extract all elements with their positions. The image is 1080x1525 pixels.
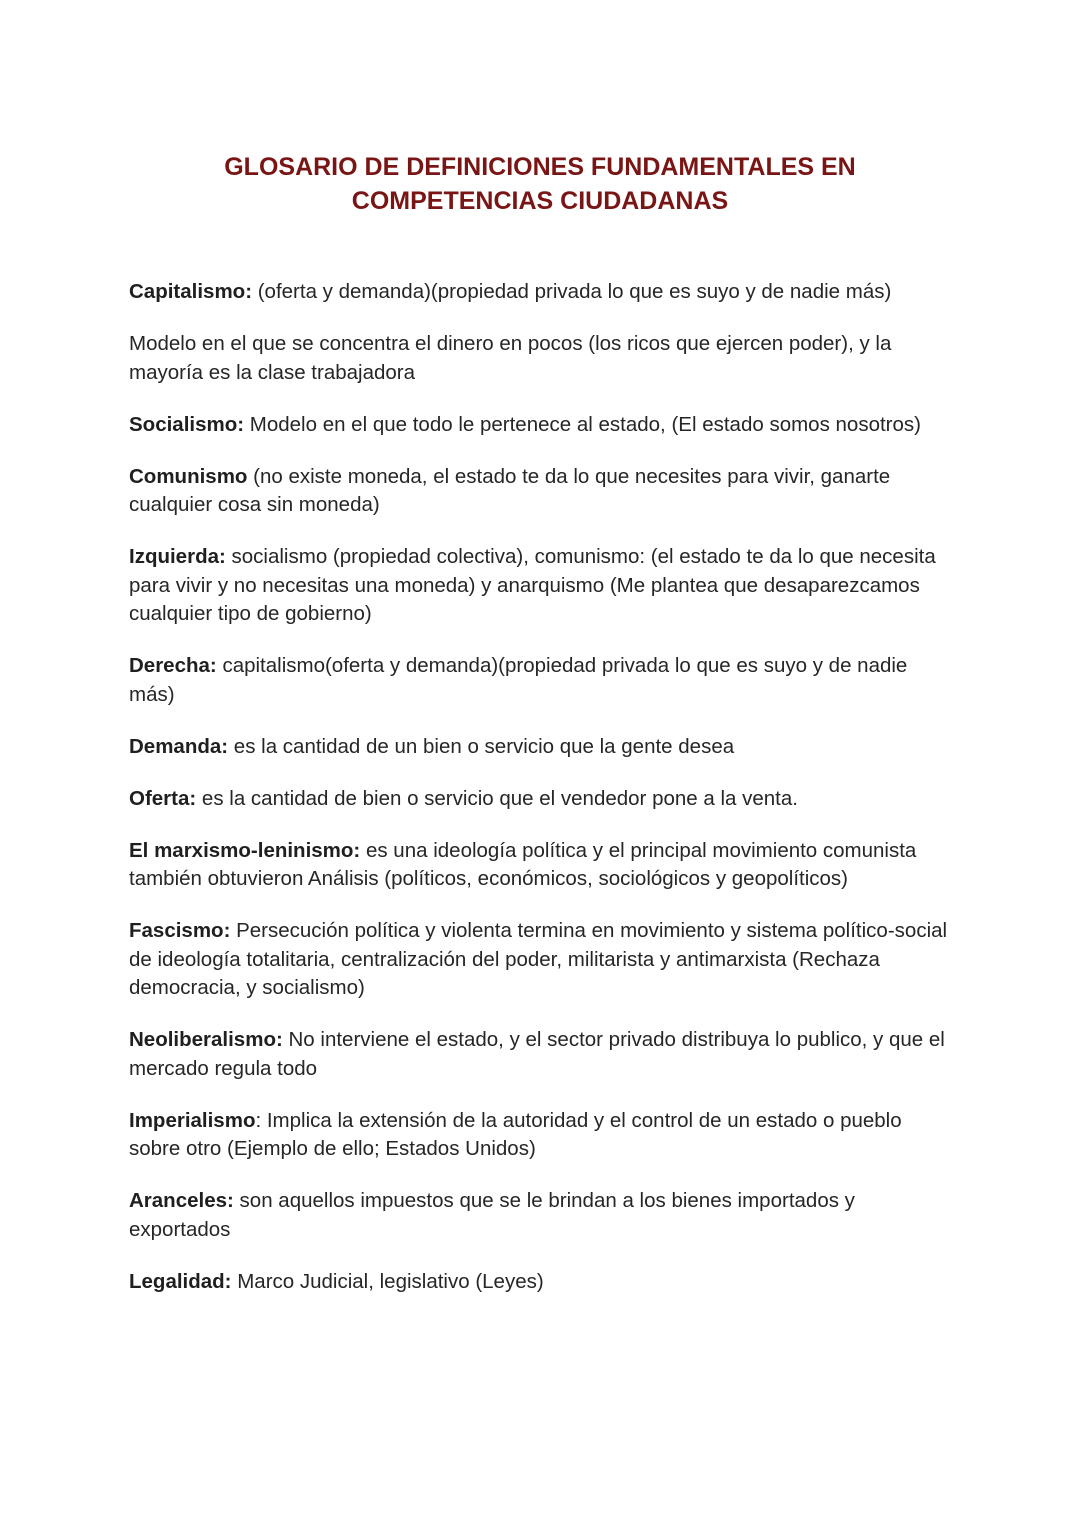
- glossary-definition: socialismo (propiedad colectiva), comunismo: (el estado te da lo que necesita para vivir y no necesitas una moneda) y anarquismo (Me plantea que desaparezcamos cualquier tipo de gobierno): [129, 545, 936, 625]
- glossary-term: Capitalismo:: [129, 280, 253, 303]
- glossary-entry: [129, 1107, 949, 1164]
- glossary-definition: es la cantidad de bien o servicio que el vendedor pone a la venta.: [196, 786, 798, 810]
- glossary-definition: : Implica la extensión de la autoridad y el control de un estado o pueblo sobre otro (Ejemplo de ello; Estados Unidos): [129, 1108, 902, 1160]
- glossary-entry: [129, 1187, 949, 1244]
- glossary-definition: Modelo en el que todo le pertenece al estado, (El estado somos nosotros): [244, 412, 921, 436]
- glossary-definition: (oferta y demanda)(propiedad privada lo que es suyo y de nadie más): [252, 280, 892, 303]
- glossary-term: Neoliberalismo:: [129, 1028, 283, 1051]
- glossary-entry: [129, 785, 949, 814]
- glossary-entry: [129, 917, 949, 1003]
- glossary-term: Imperialismo: [129, 1108, 256, 1132]
- glossary-definition: Marco Judicial, legislativo (Leyes): [231, 1269, 544, 1293]
- glossary-term: Comunismo: [129, 464, 248, 488]
- glossary-definition: capitalismo(oferta y demanda)(propiedad privada lo que es suyo y de nadie más): [129, 654, 908, 706]
- glossary-term: Oferta:: [129, 786, 197, 810]
- glossary-definition: (no existe moneda, el estado te da lo que necesites para vivir, ganarte cualquier cosa sin moneda): [129, 464, 891, 516]
- glossary-entry: [129, 733, 949, 762]
- glossary-entry: [129, 1268, 949, 1297]
- glossary-term: Derecha:: [129, 654, 217, 677]
- glossary-term: Legalidad:: [129, 1269, 232, 1293]
- document-title: [0, 150, 1080, 218]
- glossary-term: Demanda:: [129, 734, 229, 758]
- glossary-definition: Modelo en el que se concentra el dinero en pocos (los ricos que ejercen poder), y la mayoría es la clase trabajadora: [129, 332, 892, 384]
- glossary-entry: [129, 330, 949, 387]
- glossary-entry: [129, 837, 949, 894]
- glossary-list: [129, 278, 949, 1320]
- glossary-entry: [129, 278, 949, 307]
- glossary-definition: es la cantidad de un bien o servicio que la gente desea: [228, 734, 735, 758]
- glossary-definition: No interviene el estado, y el sector privado distribuya lo publico, y que el mercado regula todo: [129, 1028, 945, 1080]
- glossary-definition: son aquellos impuestos que se le brindan a los bienes importados y exportados: [129, 1189, 855, 1241]
- glossary-term: Fascismo:: [129, 919, 231, 942]
- glossary-definition: Persecución política y violenta termina en movimiento y sistema político-social de ideología totalitaria, centralización del poder, militarista y antimarxista (Rechaza democracia, y socialismo): [129, 919, 948, 999]
- glossary-entry: [129, 1026, 949, 1083]
- glossary-definition: es una ideología política y el principal movimiento comunista también obtuvieron Análisis (políticos, económicos, sociológicos y geopolíticos): [129, 838, 917, 890]
- glossary-entry: [129, 463, 949, 520]
- glossary-term: Socialismo:: [129, 412, 245, 436]
- glossary-entry: [129, 543, 949, 629]
- glossary-entry: [129, 411, 949, 440]
- glossary-entry: [129, 652, 949, 709]
- title-line-2: COMPETENCIAS CIUDADANAS: [351, 186, 729, 215]
- title-line-1: GLOSARIO DE DEFINICIONES FUNDAMENTALES EN: [224, 152, 856, 181]
- glossary-term: Aranceles:: [129, 1189, 234, 1212]
- glossary-term: El marxismo-leninismo:: [129, 838, 361, 862]
- glossary-term: Izquierda:: [129, 545, 226, 568]
